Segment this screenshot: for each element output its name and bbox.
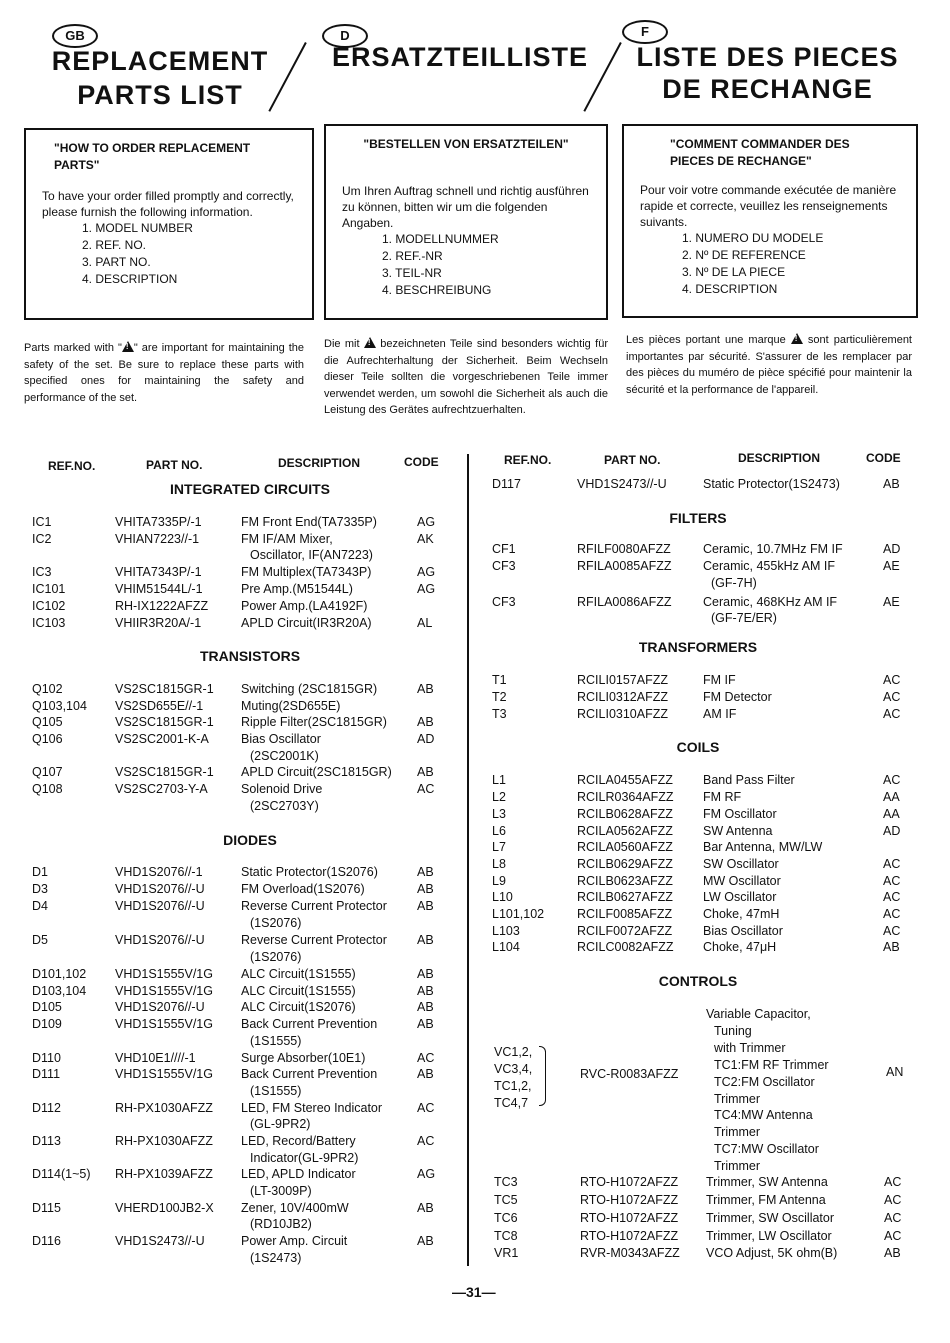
- cell-ref: L7: [492, 840, 506, 854]
- cell-ref: VR1: [494, 1246, 519, 1260]
- desc-continuation: (1S2076): [250, 916, 302, 930]
- cell-ref: TC8: [494, 1229, 518, 1243]
- order-box-f-intro: Pour voir votre commande exécutée de manière rapide et correcte, veuillez les renseignements suivants.: [640, 183, 897, 229]
- col-header-part: PART NO.: [146, 458, 203, 472]
- cell-code: AD: [883, 824, 901, 838]
- cell-desc: ALC Circuit(1S2076): [241, 1000, 356, 1014]
- list-item: 3. Nº DE LA PIECE: [682, 265, 786, 279]
- cell-desc: Reverse Current Protector: [241, 933, 387, 947]
- cell-ref: IC3: [32, 565, 52, 579]
- cell-part: VHD1S2473//-U: [577, 477, 667, 491]
- title-f-line1: LISTE DES PIECES: [636, 42, 899, 72]
- section-heading: FILTERS: [669, 510, 727, 526]
- cell-part: RH-PX1030AFZZ: [115, 1134, 213, 1148]
- cell-code: AE: [883, 595, 900, 609]
- cell-part: VS2SC1815GR-1: [115, 765, 214, 779]
- cell-code: AK: [417, 532, 434, 546]
- order-box-gb-title: "HOW TO ORDER REPLACEMENT PARTS": [54, 141, 251, 172]
- cell-code: AB: [417, 1067, 434, 1081]
- cell-part: VHD1S2076//-U: [115, 933, 205, 947]
- vc-code: AN: [886, 1065, 904, 1079]
- cell-ref: Q102: [32, 682, 63, 696]
- cell-code: AC: [883, 907, 901, 921]
- cell-desc: Static Protector(1S2076): [241, 865, 378, 879]
- vc-desc: TC1:FM RF Trimmer: [714, 1058, 829, 1072]
- cell-part: VHIM51544L/-1: [115, 582, 203, 596]
- cell-part: VHERD100JB2-X: [115, 1201, 214, 1215]
- cell-ref: D113: [32, 1134, 61, 1148]
- cell-code: AC: [417, 1101, 435, 1115]
- cell-part: RCILR0364AFZZ: [577, 790, 674, 804]
- cell-desc: Static Protector(1S2473): [703, 477, 840, 491]
- vc-brace: [539, 1046, 546, 1106]
- title-d-line1: ERSATZTEILLISTE: [332, 42, 588, 72]
- cell-desc: Ceramic, 455kHz AM IF: [703, 559, 835, 573]
- vc-desc: with Trimmer: [714, 1041, 786, 1055]
- safety-note-gb-a: Parts marked with ": [24, 342, 122, 354]
- cell-part: VHD10E1////-1: [115, 1051, 196, 1065]
- cell-code: AC: [417, 782, 435, 796]
- cell-code: AB: [417, 984, 434, 998]
- cell-desc: Bar Antenna, MW/LW: [703, 840, 823, 854]
- cell-ref: D103,104: [32, 984, 87, 998]
- cell-part: RCILB0628AFZZ: [577, 807, 673, 821]
- cell-part: RH-IX1222AFZZ: [115, 599, 209, 613]
- desc-continuation: (LT-3009P): [250, 1184, 312, 1198]
- cell-part: RCILI0157AFZZ: [577, 673, 669, 687]
- cell-code: AE: [883, 559, 900, 573]
- cell-ref: CF3: [492, 595, 516, 609]
- order-box-d-title: "BESTELLEN VON ERSATZTEILEN": [363, 137, 569, 151]
- cell-desc: Surge Absorber(10E1): [241, 1051, 366, 1065]
- cell-ref: IC102: [32, 599, 66, 613]
- cell-part: VHD1S2076//-U: [115, 899, 205, 913]
- cell-desc: Trimmer, LW Oscillator: [706, 1229, 832, 1243]
- cell-part: RCILF0072AFZZ: [577, 924, 673, 938]
- cell-code: AB: [417, 1234, 434, 1248]
- cell-desc: Solenoid Drive: [241, 782, 323, 796]
- order-box-gb: [24, 128, 314, 320]
- order-box-gb-intro: To have your order filled promptly and correctly, please furnish the following information.: [42, 189, 294, 219]
- cell-desc: MW Oscillator: [703, 874, 781, 888]
- cell-desc: Power Amp. Circuit: [241, 1234, 348, 1248]
- vc-ref: TC1,2,: [494, 1079, 532, 1093]
- cell-part: VS2SD655E//-1: [115, 699, 204, 713]
- order-box-f-list: [640, 230, 900, 298]
- section-heading: TRANSFORMERS: [638, 639, 758, 655]
- cell-part: VHD1S2076//-1: [115, 865, 203, 879]
- title-gb-line1: REPLACEMENT: [51, 46, 269, 76]
- cell-ref: L8: [492, 857, 506, 871]
- cell-desc: LED, APLD Indicator: [241, 1167, 356, 1181]
- page-number: —31—: [452, 1284, 496, 1300]
- cell-part: RCILA0455AFZZ: [577, 773, 673, 787]
- list-item: 3. TEIL-NR: [382, 266, 442, 280]
- cell-ref: Q107: [32, 765, 63, 779]
- col-header-part: PART NO.: [604, 453, 661, 467]
- cell-code: AC: [883, 857, 901, 871]
- vc-desc: Trimmer: [714, 1092, 761, 1106]
- warning-triangle-icon: [791, 333, 803, 344]
- cell-code: AC: [883, 874, 901, 888]
- cell-desc: FM Oscillator: [703, 807, 777, 821]
- cell-ref: IC101: [32, 582, 66, 596]
- cell-desc: FM Front End(TA7335P): [241, 515, 377, 529]
- cell-code: AC: [884, 1211, 902, 1225]
- cell-code: AB: [417, 1201, 434, 1215]
- order-box-f: [622, 124, 918, 318]
- cell-part: RTO-H1072AFZZ: [580, 1211, 679, 1225]
- cell-ref: L2: [492, 790, 506, 804]
- section-heading: COILS: [676, 739, 720, 755]
- desc-continuation: Oscillator, IF(AN7223): [250, 548, 373, 562]
- cell-part: VS2SC1815GR-1: [115, 682, 214, 696]
- cell-desc: Choke, 47μH: [703, 940, 777, 954]
- title-f-line2: DE RECHANGE: [662, 74, 873, 104]
- cell-code: AB: [417, 899, 434, 913]
- vc-desc: TC7:MW Oscillator: [714, 1142, 819, 1156]
- cell-part: RCILA0560AFZZ: [577, 840, 673, 854]
- safety-note-d: [324, 336, 608, 419]
- cell-code: AB: [417, 1000, 434, 1014]
- cell-desc: Reverse Current Protector: [241, 899, 387, 913]
- vc-desc: TC4:MW Antenna: [714, 1108, 813, 1122]
- vc-desc: Trimmer: [714, 1159, 761, 1173]
- vc-part: RVC-R0083AFZZ: [580, 1067, 679, 1081]
- desc-continuation: Indicator(GL-9PR2): [250, 1151, 359, 1165]
- cell-ref: L104: [492, 940, 520, 954]
- cell-code: AC: [417, 1051, 435, 1065]
- cell-code: AB: [417, 865, 434, 879]
- cell-code: AA: [883, 807, 900, 821]
- cell-desc: FM IF: [703, 673, 736, 687]
- safety-note-gb: [24, 340, 304, 406]
- section-heading: TRANSISTORS: [199, 648, 301, 664]
- cell-code: AG: [417, 582, 436, 596]
- list-item: 2. REF. NO.: [82, 238, 147, 252]
- cell-ref: D5: [32, 933, 48, 947]
- cell-part: RTO-H1072AFZZ: [580, 1193, 679, 1207]
- order-box-gb-list: [42, 220, 296, 288]
- cell-ref: L9: [492, 874, 506, 888]
- list-item: 1. NUMERO DU MODELE: [682, 231, 824, 245]
- desc-continuation: (2SC2001K): [250, 749, 319, 763]
- section-heading: INTEGRATED CIRCUITS: [170, 481, 330, 497]
- cell-desc: FM Multiplex(TA7343P): [241, 565, 372, 579]
- cell-part: VHIAN7223//-1: [115, 532, 200, 546]
- desc-continuation: (GF-7H): [711, 576, 757, 590]
- cell-code: AC: [884, 1229, 902, 1243]
- cell-ref: CF3: [492, 559, 516, 573]
- cell-part: RTO-H1072AFZZ: [580, 1175, 679, 1189]
- cell-ref: L103: [492, 924, 520, 938]
- cell-part: VHD1S1555V/1G: [115, 967, 213, 981]
- cell-code: AB: [883, 477, 900, 491]
- cell-part: RCILC0082AFZZ: [577, 940, 674, 954]
- list-item: 4. BESCHREIBUNG: [382, 283, 492, 297]
- cell-part: RH-PX1030AFZZ: [115, 1101, 213, 1115]
- order-box-d-intro: Um Ihren Auftrag schnell und richtig ausführen zu können, bitten wir um die folgenden Angaben.: [342, 184, 589, 230]
- cell-ref: D111: [32, 1067, 61, 1081]
- cell-code: AC: [883, 707, 901, 721]
- col-header-desc: DESCRIPTION: [278, 456, 361, 470]
- cell-code: AC: [883, 690, 901, 704]
- safety-note-d-b: bezeichneten Teile sind besonders wichtig für die Aufrechterhaltung der Sicherheit. Beim Wechseln dieser Teile sollten die vorgeschriebenen Teile immer verwendet werden, um sowohl die Sicherheit als auch die Leistung des Gerätes aufrechtzuerhalten.: [324, 338, 608, 416]
- vc-desc: Trimmer: [714, 1125, 761, 1139]
- cell-code: AG: [417, 565, 436, 579]
- title-gb-line2: PARTS LIST: [77, 80, 243, 110]
- d-badge: D: [322, 24, 368, 48]
- cell-code: AD: [883, 542, 901, 556]
- cell-ref: L6: [492, 824, 506, 838]
- col-header-desc: DESCRIPTION: [738, 451, 821, 465]
- cell-desc: Back Current Prevention: [241, 1017, 378, 1031]
- cell-ref: CF1: [492, 542, 516, 556]
- cell-ref: D114(1~5): [32, 1167, 91, 1181]
- cell-code: AL: [417, 616, 433, 630]
- cell-part: RFILA0085AFZZ: [577, 559, 672, 573]
- cell-part: RCILI0312AFZZ: [577, 690, 669, 704]
- col-header-code: CODE: [404, 455, 439, 469]
- cell-desc: Ceramic, 468KHz AM IF: [703, 595, 838, 609]
- desc-continuation: (GF-7E/ER): [711, 611, 777, 625]
- cell-desc: LED, FM Stereo Indicator: [241, 1101, 383, 1115]
- cell-desc: ALC Circuit(1S1555): [241, 967, 356, 981]
- cell-ref: T1: [492, 673, 507, 687]
- cell-code: AB: [883, 940, 900, 954]
- cell-ref: Q106: [32, 732, 63, 746]
- cell-ref: Q103,104: [32, 699, 87, 713]
- list-item: 3. PART NO.: [82, 255, 151, 269]
- warning-triangle-icon: [122, 341, 134, 352]
- cell-code: AC: [883, 673, 901, 687]
- cell-code: AC: [883, 924, 901, 938]
- cell-desc: FM Detector: [703, 690, 772, 704]
- desc-continuation: (1S1555): [250, 1034, 302, 1048]
- cell-ref: L101,102: [492, 907, 545, 921]
- section-heading: DIODES: [223, 832, 277, 848]
- cell-desc: FM Overload(1S2076): [241, 882, 365, 896]
- cell-ref: D4: [32, 899, 48, 913]
- cell-part: RTO-H1072AFZZ: [580, 1229, 679, 1243]
- vc-ref: VC1,2,: [494, 1045, 533, 1059]
- cell-code: AC: [883, 773, 901, 787]
- desc-continuation: (1S1555): [250, 1084, 302, 1098]
- section-heading: CONTROLS: [658, 973, 738, 989]
- safety-note-f-a: Les pièces portant une marque: [626, 334, 791, 346]
- col-header-ref: REF.NO.: [48, 459, 96, 473]
- cell-ref: IC1: [32, 515, 52, 529]
- cell-part: VHD1S1555V/1G: [115, 984, 213, 998]
- desc-continuation: (RD10JB2): [250, 1217, 312, 1231]
- vc-ref: VC3,4,: [494, 1062, 533, 1076]
- cell-part: VS2SC2001-K-A: [115, 732, 209, 746]
- cell-desc: FM RF: [703, 790, 742, 804]
- cell-desc: Muting(2SD655E): [241, 699, 341, 713]
- cell-desc: Power Amp.(LA4192F): [241, 599, 368, 613]
- list-item: 2. REF.-NR: [382, 249, 443, 263]
- cell-part: RCILA0562AFZZ: [577, 824, 673, 838]
- order-box-d: [324, 124, 608, 320]
- col-header-ref: REF.NO.: [504, 453, 552, 467]
- cell-code: AB: [417, 682, 434, 696]
- cell-desc: Choke, 47mH: [703, 907, 780, 921]
- cell-code: AG: [417, 1167, 436, 1181]
- cell-part: RCILF0085AFZZ: [577, 907, 673, 921]
- cell-code: AB: [417, 933, 434, 947]
- desc-continuation: (1S2473): [250, 1251, 302, 1265]
- cell-desc: VCO Adjust, 5K ohm(B): [706, 1246, 838, 1260]
- cell-ref: D110: [32, 1051, 61, 1065]
- cell-part: RCILI0310AFZZ: [577, 707, 669, 721]
- cell-part: VHITA7343P/-1: [115, 565, 202, 579]
- vc-desc: Tuning: [714, 1024, 752, 1038]
- cell-ref: Q105: [32, 715, 63, 729]
- order-box-d-list: [342, 231, 590, 299]
- cell-code: AB: [417, 715, 434, 729]
- cell-ref: TC3: [494, 1175, 518, 1189]
- cell-desc: LW Oscillator: [703, 890, 777, 904]
- cell-ref: D101,102: [32, 967, 87, 981]
- cell-part: RFILA0086AFZZ: [577, 595, 672, 609]
- cell-ref: TC5: [494, 1193, 518, 1207]
- cell-code: AA: [883, 790, 900, 804]
- list-item: 2. Nº DE REFERENCE: [682, 248, 806, 262]
- desc-continuation: (2SC2703Y): [250, 799, 319, 813]
- cell-ref: D117: [492, 477, 521, 491]
- order-box-f-title: "COMMENT COMMANDER DES PIECES DE RECHANGE": [670, 137, 850, 168]
- cell-part: RVR-M0343AFZZ: [580, 1246, 680, 1260]
- cell-code: AC: [884, 1193, 902, 1207]
- cell-part: RH-PX1039AFZZ: [115, 1167, 213, 1181]
- cell-ref: T2: [492, 690, 507, 704]
- cell-part: RCILB0629AFZZ: [577, 857, 673, 871]
- cell-desc: Ripple Filter(2SC1815GR): [241, 715, 387, 729]
- cell-ref: D115: [32, 1201, 61, 1215]
- cell-ref: L1: [492, 773, 506, 787]
- cell-part: VHD1S2076//-U: [115, 1000, 205, 1014]
- cell-ref: L10: [492, 890, 513, 904]
- cell-desc: FM IF/AM Mixer,: [241, 532, 333, 546]
- cell-desc: Band Pass Filter: [703, 773, 795, 787]
- cell-ref: Q108: [32, 782, 63, 796]
- gb-badge: GB: [52, 24, 98, 48]
- cell-code: AB: [417, 765, 434, 779]
- vc-desc: TC2:FM Oscillator: [714, 1075, 815, 1089]
- cell-code: AD: [417, 732, 435, 746]
- cell-desc: Trimmer, SW Oscillator: [706, 1211, 835, 1225]
- cell-desc: AM IF: [703, 707, 737, 721]
- list-item: 1. MODEL NUMBER: [82, 221, 193, 235]
- cell-desc: ALC Circuit(1S1555): [241, 984, 356, 998]
- col-header-code: CODE: [866, 451, 901, 465]
- cell-desc: Bias Oscillator: [241, 732, 321, 746]
- f-badge: F: [622, 20, 668, 44]
- vc-ref: TC4,7: [494, 1096, 529, 1110]
- cell-part: VHD1S1555V/1G: [115, 1017, 213, 1031]
- cell-part: RFILF0080AFZZ: [577, 542, 671, 556]
- list-item: 4. DESCRIPTION: [682, 282, 778, 296]
- cell-ref: IC2: [32, 532, 52, 546]
- safety-note-f-b: sont particulièrement importantes par sécurité. S'assurer de les remplacer par des pièces du muméro de pièce spécifié pour maintenir la sécurité et la performance de l'appareil.: [626, 334, 912, 396]
- cell-desc: LED, Record/Battery: [241, 1134, 356, 1148]
- cell-ref: D116: [32, 1234, 61, 1248]
- cell-code: AC: [884, 1175, 902, 1189]
- cell-desc: SW Oscillator: [703, 857, 779, 871]
- desc-continuation: (GL-9PR2): [250, 1117, 311, 1131]
- cell-code: AB: [417, 882, 434, 896]
- cell-part: RCILB0623AFZZ: [577, 874, 673, 888]
- cell-desc: Back Current Prevention: [241, 1067, 378, 1081]
- cell-ref: D109: [32, 1017, 62, 1031]
- cell-desc: APLD Circuit(IR3R20A): [241, 616, 372, 630]
- safety-note-f: [626, 332, 912, 398]
- cell-desc: Switching (2SC1815GR): [241, 682, 378, 696]
- cell-part: VHD1S2076//-U: [115, 882, 205, 896]
- cell-ref: D105: [32, 1000, 62, 1014]
- cell-code: AB: [417, 1017, 434, 1031]
- cell-ref: IC103: [32, 616, 66, 630]
- cell-desc: APLD Circuit(2SC1815GR): [241, 765, 392, 779]
- cell-desc: SW Antenna: [703, 824, 773, 838]
- cell-ref: D112: [32, 1101, 61, 1115]
- cell-ref: T3: [492, 707, 507, 721]
- cell-code: AC: [417, 1134, 435, 1148]
- cell-code: AB: [417, 967, 434, 981]
- cell-desc: Pre Amp.(M51544L): [241, 582, 353, 596]
- cell-code: AC: [883, 890, 901, 904]
- cell-code: AG: [417, 515, 436, 529]
- cell-desc: Zener, 10V/400mW: [241, 1201, 349, 1215]
- cell-ref: TC6: [494, 1211, 518, 1225]
- desc-continuation: (1S2076): [250, 950, 302, 964]
- cell-code: AB: [884, 1246, 901, 1260]
- cell-ref: L3: [492, 807, 506, 821]
- cell-desc: Ceramic, 10.7MHz FM IF: [703, 542, 843, 556]
- cell-part: VS2SC1815GR-1: [115, 715, 214, 729]
- safety-note-gb-b: " are important for maintaining the safety of the set. Be sure to replace these parts with specified ones for maintaining the safety and performance of the set.: [24, 342, 304, 404]
- cell-ref: D1: [32, 865, 48, 879]
- cell-part: RCILB0627AFZZ: [577, 890, 673, 904]
- cell-part: VHD1S2473//-U: [115, 1234, 205, 1248]
- cell-part: VHD1S1555V/1G: [115, 1067, 213, 1081]
- list-item: 1. MODELLNUMMER: [382, 232, 499, 246]
- column-divider: [467, 454, 469, 1266]
- cell-desc: Trimmer, SW Antenna: [706, 1175, 828, 1189]
- vc-desc: Variable Capacitor,: [706, 1007, 811, 1021]
- cell-desc: Bias Oscillator: [703, 924, 783, 938]
- cell-part: VHITA7335P/-1: [115, 515, 202, 529]
- cell-desc: Trimmer, FM Antenna: [706, 1193, 826, 1207]
- cell-ref: D3: [32, 882, 48, 896]
- warning-triangle-icon: [364, 337, 376, 348]
- list-item: 4. DESCRIPTION: [82, 272, 178, 286]
- cell-part: VHIIR3R20A/-1: [115, 616, 202, 630]
- safety-note-d-a: Die mit: [324, 338, 364, 350]
- cell-part: VS2SC2703-Y-A: [115, 782, 208, 796]
